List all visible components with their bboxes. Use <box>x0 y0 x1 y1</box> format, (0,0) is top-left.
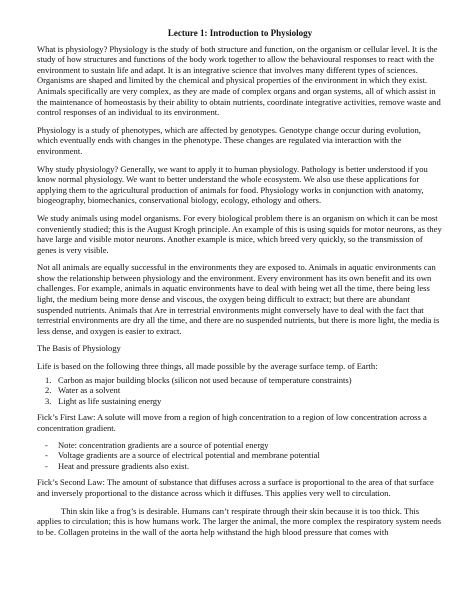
paragraph-why-study: Why study physiology? Generally, we want to apply it to human physiology. Pathology is better understood if you know normal physiology. We want to better understand the whole ecosystem. We also use these applications for applying them to the agricultural production of animals for food. Physiology works in conjunction with anatomy, biogeography, biomechanics, conservational biology, ecology, ethology and others. <box>37 163 428 206</box>
paragraph-phenotypes: Physiology is a study of phenotypes, which are affected by genotypes. Genotype change occur during evolution, which eventually ends with changes in the phenotype. These changes are regulated via interaction with the environment. <box>37 124 421 156</box>
list-item: - Note: concentration gradients are a source of potential energy <box>45 439 269 450</box>
numbered-list <box>37 375 443 407</box>
list-item: 1. Carbon as major building blocks (silicon not used because of temperature constraints) <box>45 374 352 385</box>
list-item: 2. Water as a solvent <box>45 385 121 396</box>
list-item: - Heat and pressure gradients also exist. <box>45 460 190 471</box>
paragraph-ficks-first-law: Fick’s First Law: A solute will move from a region of high concentration to a region of low concentration across a concentration gradient. <box>37 412 427 433</box>
paragraph-what-is-physiology: What is physiology? Physiology is the study of both structure and function, on the organism or cellular level. It is the study of how structures and functions of the body work together to allow the behavioural responses to react with the environment to sustain life and adapt. It is an integrative science that involves many different types of sciences. Organisms are shaped and limited by the chemical and physical properties of the environment in which they exist. Animals specifically are very complex, as they are made of complex organs and organ systems, all of which assist in the maintenance of homeostasis by their ability to obtain nutrients, coordinate integrative activities, remove waste and control responses of an individual to its environment. <box>37 43 441 118</box>
paragraph-life-based: Life is based on the following three things, all made possible by the average surface temp. of Earth: <box>37 361 378 372</box>
paragraph-ficks-second-law: Fick’s Second Law: The amount of substance that diffuses across a surface is proportional to the area of that surface and inversely proportional to the distance across which it diffuses. This applies very well to circulation. <box>37 477 434 498</box>
paragraph-environments: Not all animals are equally successful in the environments they are exposed to. Animals in aquatic environments can show the relationship between physiology and the environment. Every environment has its own benefit and its own challenges. For example, animals in aquatic environments have to deal with being wet all the time, there being less light, the medium being more dense and viscous, the oxygen being difficult to extract; but there are abundant suspended nutrients. Animals that Are in terrestrial environments might conversely have to deal with the fact that terrestrial environments are dry all the time, and there are no suspended nutrients, but there is more light, the media is less dense, and oxygen is easier to extract. <box>37 262 440 336</box>
page-title: Lecture 1: Introduction to Physiology <box>167 28 313 38</box>
section-heading-basis: The Basis of Physiology <box>37 343 121 354</box>
dash-list <box>37 440 443 472</box>
list-item: 3. Light as life sustaining energy <box>45 395 162 406</box>
paragraph-thin-skin: Thin skin like a frog’s is desirable. Humans can’t respirate through their skin because it is too thick. This applies to circulation; this is how humans work. The larger the animal, the more complex the respiratory system needs to be. Collagen proteins in the wall of the aorta help withstand the high blood pressure that comes with <box>37 505 442 537</box>
paragraph-model-organisms: We study animals using model organisms. For every biological problem there is an organism on which it can be most conveniently studied; this is the August Krogh principle. An example of this is using squids for motor neurons, as they have large and visible motor neurons. Another example is mice, which breed very quickly, so the transmission of genes is very visible. <box>37 212 442 255</box>
list-item: - Voltage gradients are a source of electrical potential and membrane potential <box>45 450 320 461</box>
document-page <box>37 28 443 544</box>
